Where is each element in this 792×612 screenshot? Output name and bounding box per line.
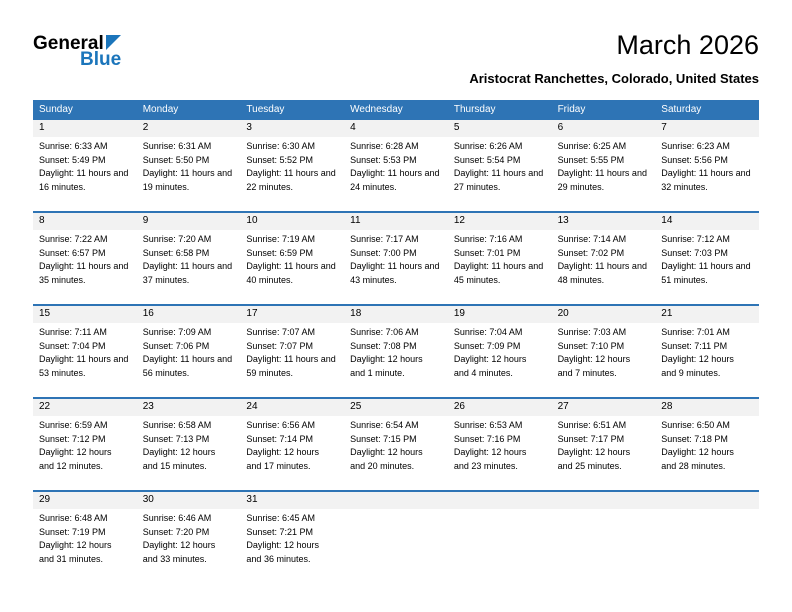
day-number: 24	[240, 399, 344, 416]
day-number: 22	[33, 399, 137, 416]
day-details	[240, 416, 344, 473]
sunset-text: Sunset: 7:02 PM	[557, 247, 625, 258]
day-details	[344, 323, 448, 380]
day-number	[552, 492, 656, 509]
day-details	[33, 323, 137, 380]
day-details	[33, 416, 137, 473]
weekday-header-friday: Friday	[557, 104, 586, 116]
day-details	[137, 323, 241, 380]
week-row	[33, 304, 759, 397]
calendar-day	[137, 306, 241, 397]
calendar-day	[137, 399, 241, 490]
day-number: 5	[448, 120, 552, 137]
sunset-text: Sunset: 5:56 PM	[661, 154, 728, 165]
sunset-text: Sunset: 7:17 PM	[557, 433, 625, 444]
sunset-text: Sunset: 7:04 PM	[39, 340, 106, 351]
daylight-text: Daylight: 12 hours and 36 minutes.	[246, 540, 319, 564]
calendar-day-empty	[344, 492, 448, 583]
sunrise-text: Sunrise: 7:03 AM	[557, 327, 627, 338]
week-row	[33, 120, 759, 211]
day-number: 2	[137, 120, 241, 137]
day-details	[448, 137, 552, 194]
daylight-text: Daylight: 12 hours and 12 minutes.	[39, 447, 112, 471]
calendar-day	[552, 213, 656, 304]
sunset-text: Sunset: 7:20 PM	[142, 526, 210, 537]
sunrise-text: Sunrise: 6:46 AM	[142, 513, 212, 524]
day-number: 10	[240, 213, 344, 230]
sunrise-text: Sunrise: 7:14 AM	[557, 234, 627, 245]
day-number: 14	[655, 213, 759, 230]
sunrise-text: Sunrise: 7:12 AM	[661, 234, 730, 245]
calendar-day	[448, 399, 552, 490]
weekday-header-wednesday: Wednesday	[350, 104, 403, 116]
sunset-text: Sunset: 5:54 PM	[453, 154, 521, 165]
weekday-header-tuesday: Tuesday	[246, 104, 285, 116]
daylight-text: Daylight: 12 hours and 15 minutes.	[142, 447, 216, 471]
sunrise-text: Sunrise: 6:53 AM	[453, 420, 523, 431]
calendar-day	[448, 120, 552, 211]
daylight-text: Daylight: 12 hours and 25 minutes.	[557, 447, 631, 471]
sunrise-text: Sunrise: 7:09 AM	[142, 327, 212, 338]
calendar-day	[344, 306, 448, 397]
sunrise-text: Sunrise: 6:48 AM	[39, 513, 108, 524]
sunrise-text: Sunrise: 6:54 AM	[350, 420, 419, 431]
sunrise-text: Sunrise: 6:25 AM	[557, 141, 627, 152]
day-details	[137, 416, 241, 473]
sunset-text: Sunset: 7:21 PM	[246, 526, 313, 537]
weekday-header-monday: Monday	[142, 104, 179, 116]
calendar	[33, 100, 759, 583]
calendar-day	[240, 399, 344, 490]
day-number: 31	[240, 492, 344, 509]
sunrise-text: Sunrise: 7:04 AM	[453, 327, 523, 338]
sunrise-text: Sunrise: 6:58 AM	[142, 420, 212, 431]
calendar-day	[240, 213, 344, 304]
daylight-text: Daylight: 11 hours and 53 minutes.	[39, 354, 129, 378]
sunrise-text: Sunrise: 6:26 AM	[453, 141, 523, 152]
sunrise-text: Sunrise: 7:19 AM	[246, 234, 315, 245]
sunset-text: Sunset: 6:58 PM	[142, 247, 210, 258]
day-details	[344, 137, 448, 194]
page-subtitle: Aristocrat Ranchettes, Colorado, United States	[469, 71, 759, 87]
day-number: 6	[552, 120, 656, 137]
page-header	[33, 30, 759, 86]
day-number: 20	[552, 306, 656, 323]
sunset-text: Sunset: 5:49 PM	[39, 154, 106, 165]
sunset-text: Sunset: 5:50 PM	[142, 154, 210, 165]
day-number: 25	[344, 399, 448, 416]
sunrise-text: Sunrise: 7:16 AM	[453, 234, 523, 245]
sunset-text: Sunset: 7:03 PM	[661, 247, 728, 258]
day-number: 18	[344, 306, 448, 323]
sunrise-text: Sunrise: 6:59 AM	[39, 420, 108, 431]
day-number: 13	[552, 213, 656, 230]
calendar-day	[552, 399, 656, 490]
day-details	[552, 137, 656, 194]
sunset-text: Sunset: 5:55 PM	[557, 154, 625, 165]
sunset-text: Sunset: 7:19 PM	[39, 526, 106, 537]
weekday-header-sunday: Sunday	[39, 104, 73, 116]
general-blue-logo	[33, 30, 121, 69]
week-row	[33, 397, 759, 490]
calendar-body	[33, 120, 759, 583]
calendar-day	[655, 213, 759, 304]
day-number: 17	[240, 306, 344, 323]
calendar-day	[552, 120, 656, 211]
sunrise-text: Sunrise: 6:23 AM	[661, 141, 730, 152]
day-number: 15	[33, 306, 137, 323]
weekday-header-thursday: Thursday	[453, 104, 496, 116]
day-details	[137, 230, 241, 287]
logo-triangle-icon	[106, 35, 121, 50]
daylight-text: Daylight: 12 hours and 7 minutes.	[557, 354, 631, 378]
sunset-text: Sunset: 7:18 PM	[661, 433, 728, 444]
day-details	[137, 137, 241, 194]
daylight-text: Daylight: 12 hours and 9 minutes.	[661, 354, 734, 378]
calendar-day	[655, 399, 759, 490]
sunrise-text: Sunrise: 7:01 AM	[661, 327, 730, 338]
logo-blue-label: Blue	[80, 49, 122, 70]
daylight-text: Daylight: 11 hours and 40 minutes.	[246, 261, 336, 285]
day-number: 1	[33, 120, 137, 137]
sunset-text: Sunset: 7:08 PM	[350, 340, 417, 351]
sunrise-text: Sunrise: 6:51 AM	[557, 420, 627, 431]
sunrise-text: Sunrise: 6:28 AM	[350, 141, 419, 152]
daylight-text: Daylight: 12 hours and 33 minutes.	[142, 540, 216, 564]
day-details	[240, 230, 344, 287]
sunset-text: Sunset: 7:06 PM	[142, 340, 210, 351]
day-details	[240, 323, 344, 380]
day-number: 27	[552, 399, 656, 416]
sunset-text: Sunset: 7:00 PM	[350, 247, 417, 258]
day-number: 21	[655, 306, 759, 323]
sunset-text: Sunset: 7:09 PM	[453, 340, 521, 351]
day-number: 16	[137, 306, 241, 323]
calendar-day	[655, 306, 759, 397]
daylight-text: Daylight: 11 hours and 16 minutes.	[39, 168, 129, 192]
daylight-text: Daylight: 12 hours and 20 minutes.	[350, 447, 423, 471]
day-details	[552, 416, 656, 473]
sunrise-text: Sunrise: 7:11 AM	[39, 327, 107, 338]
day-details	[240, 137, 344, 194]
calendar-day	[137, 492, 241, 583]
day-details	[655, 230, 759, 287]
daylight-text: Daylight: 11 hours and 35 minutes.	[39, 261, 129, 285]
daylight-text: Daylight: 11 hours and 56 minutes.	[142, 354, 233, 378]
sunset-text: Sunset: 5:52 PM	[246, 154, 313, 165]
sunset-text: Sunset: 7:10 PM	[557, 340, 625, 351]
day-details	[33, 137, 137, 194]
day-details	[655, 323, 759, 380]
sunset-text: Sunset: 6:59 PM	[246, 247, 313, 258]
day-number: 4	[344, 120, 448, 137]
day-details	[655, 416, 759, 473]
day-details	[448, 323, 552, 380]
sunrise-text: Sunrise: 7:22 AM	[39, 234, 108, 245]
daylight-text: Daylight: 11 hours and 51 minutes.	[661, 261, 751, 285]
calendar-day	[240, 492, 344, 583]
day-details	[552, 230, 656, 287]
daylight-text: Daylight: 12 hours and 31 minutes.	[39, 540, 112, 564]
day-details	[552, 323, 656, 380]
sunset-text: Sunset: 7:16 PM	[453, 433, 521, 444]
daylight-text: Daylight: 11 hours and 45 minutes.	[453, 261, 544, 285]
day-number: 11	[344, 213, 448, 230]
week-row	[33, 490, 759, 583]
sunset-text: Sunset: 7:01 PM	[453, 247, 521, 258]
sunrise-text: Sunrise: 6:56 AM	[246, 420, 315, 431]
sunset-text: Sunset: 7:07 PM	[246, 340, 313, 351]
daylight-text: Daylight: 12 hours and 23 minutes.	[453, 447, 527, 471]
day-number: 23	[137, 399, 241, 416]
day-number: 7	[655, 120, 759, 137]
sunset-text: Sunset: 5:53 PM	[350, 154, 417, 165]
day-details	[448, 230, 552, 287]
daylight-text: Daylight: 12 hours and 4 minutes.	[453, 354, 527, 378]
sunrise-text: Sunrise: 7:17 AM	[350, 234, 419, 245]
day-number: 28	[655, 399, 759, 416]
day-details	[344, 230, 448, 287]
day-number: 19	[448, 306, 552, 323]
daylight-text: Daylight: 12 hours and 28 minutes.	[661, 447, 734, 471]
day-number	[344, 492, 448, 509]
week-row	[33, 211, 759, 304]
calendar-day-empty	[552, 492, 656, 583]
day-number: 29	[33, 492, 137, 509]
calendar-day	[655, 120, 759, 211]
day-number: 8	[33, 213, 137, 230]
day-number	[655, 492, 759, 509]
calendar-day	[240, 120, 344, 211]
day-number: 9	[137, 213, 241, 230]
day-details	[240, 509, 344, 566]
calendar-day	[344, 120, 448, 211]
daylight-text: Daylight: 11 hours and 48 minutes.	[557, 261, 647, 285]
sunset-text: Sunset: 7:11 PM	[661, 340, 728, 351]
calendar-day	[137, 120, 241, 211]
calendar-day	[448, 306, 552, 397]
day-number: 26	[448, 399, 552, 416]
day-details	[33, 230, 137, 287]
day-number: 3	[240, 120, 344, 137]
daylight-text: Daylight: 12 hours and 17 minutes.	[246, 447, 319, 471]
daylight-text: Daylight: 11 hours and 29 minutes.	[557, 168, 647, 192]
daylight-text: Daylight: 11 hours and 27 minutes.	[453, 168, 544, 192]
calendar-day-empty	[655, 492, 759, 583]
daylight-text: Daylight: 11 hours and 24 minutes.	[350, 168, 440, 192]
weekday-header-row	[33, 100, 759, 120]
weekday-header-saturday: Saturday	[661, 104, 702, 116]
sunset-text: Sunset: 7:13 PM	[142, 433, 210, 444]
calendar-day	[33, 306, 137, 397]
day-number: 12	[448, 213, 552, 230]
calendar-day	[137, 213, 241, 304]
daylight-text: Daylight: 11 hours and 37 minutes.	[142, 261, 233, 285]
calendar-day	[33, 492, 137, 583]
sunset-text: Sunset: 7:12 PM	[39, 433, 106, 444]
sunrise-text: Sunrise: 6:33 AM	[39, 141, 108, 152]
day-details	[655, 137, 759, 194]
calendar-day	[33, 399, 137, 490]
sunrise-text: Sunrise: 6:45 AM	[246, 513, 315, 524]
daylight-text: Daylight: 12 hours and 1 minute.	[350, 354, 423, 378]
sunrise-text: Sunrise: 7:20 AM	[142, 234, 212, 245]
daylight-text: Daylight: 11 hours and 59 minutes.	[246, 354, 336, 378]
calendar-day	[33, 213, 137, 304]
calendar-day	[344, 399, 448, 490]
sunrise-text: Sunrise: 6:30 AM	[246, 141, 315, 152]
calendar-day	[552, 306, 656, 397]
day-number	[448, 492, 552, 509]
calendar-day	[33, 120, 137, 211]
sunrise-text: Sunrise: 7:06 AM	[350, 327, 419, 338]
day-details	[33, 509, 137, 566]
page-title: March 2026	[616, 30, 759, 60]
sunset-text: Sunset: 6:57 PM	[39, 247, 106, 258]
daylight-text: Daylight: 11 hours and 19 minutes.	[142, 168, 233, 192]
calendar-day	[448, 213, 552, 304]
sunrise-text: Sunrise: 6:50 AM	[661, 420, 730, 431]
calendar-day	[344, 213, 448, 304]
calendar-day-empty	[448, 492, 552, 583]
daylight-text: Daylight: 11 hours and 22 minutes.	[246, 168, 336, 192]
day-details	[448, 416, 552, 473]
daylight-text: Daylight: 11 hours and 43 minutes.	[350, 261, 440, 285]
sunset-text: Sunset: 7:15 PM	[350, 433, 417, 444]
day-details	[137, 509, 241, 566]
sunrise-text: Sunrise: 6:31 AM	[142, 141, 212, 152]
sunset-text: Sunset: 7:14 PM	[246, 433, 313, 444]
day-number: 30	[137, 492, 241, 509]
calendar-day	[240, 306, 344, 397]
daylight-text: Daylight: 11 hours and 32 minutes.	[661, 168, 751, 192]
title-block	[469, 30, 759, 86]
logo-general-label: General	[33, 33, 104, 54]
day-details	[344, 416, 448, 473]
sunrise-text: Sunrise: 7:07 AM	[246, 327, 315, 338]
